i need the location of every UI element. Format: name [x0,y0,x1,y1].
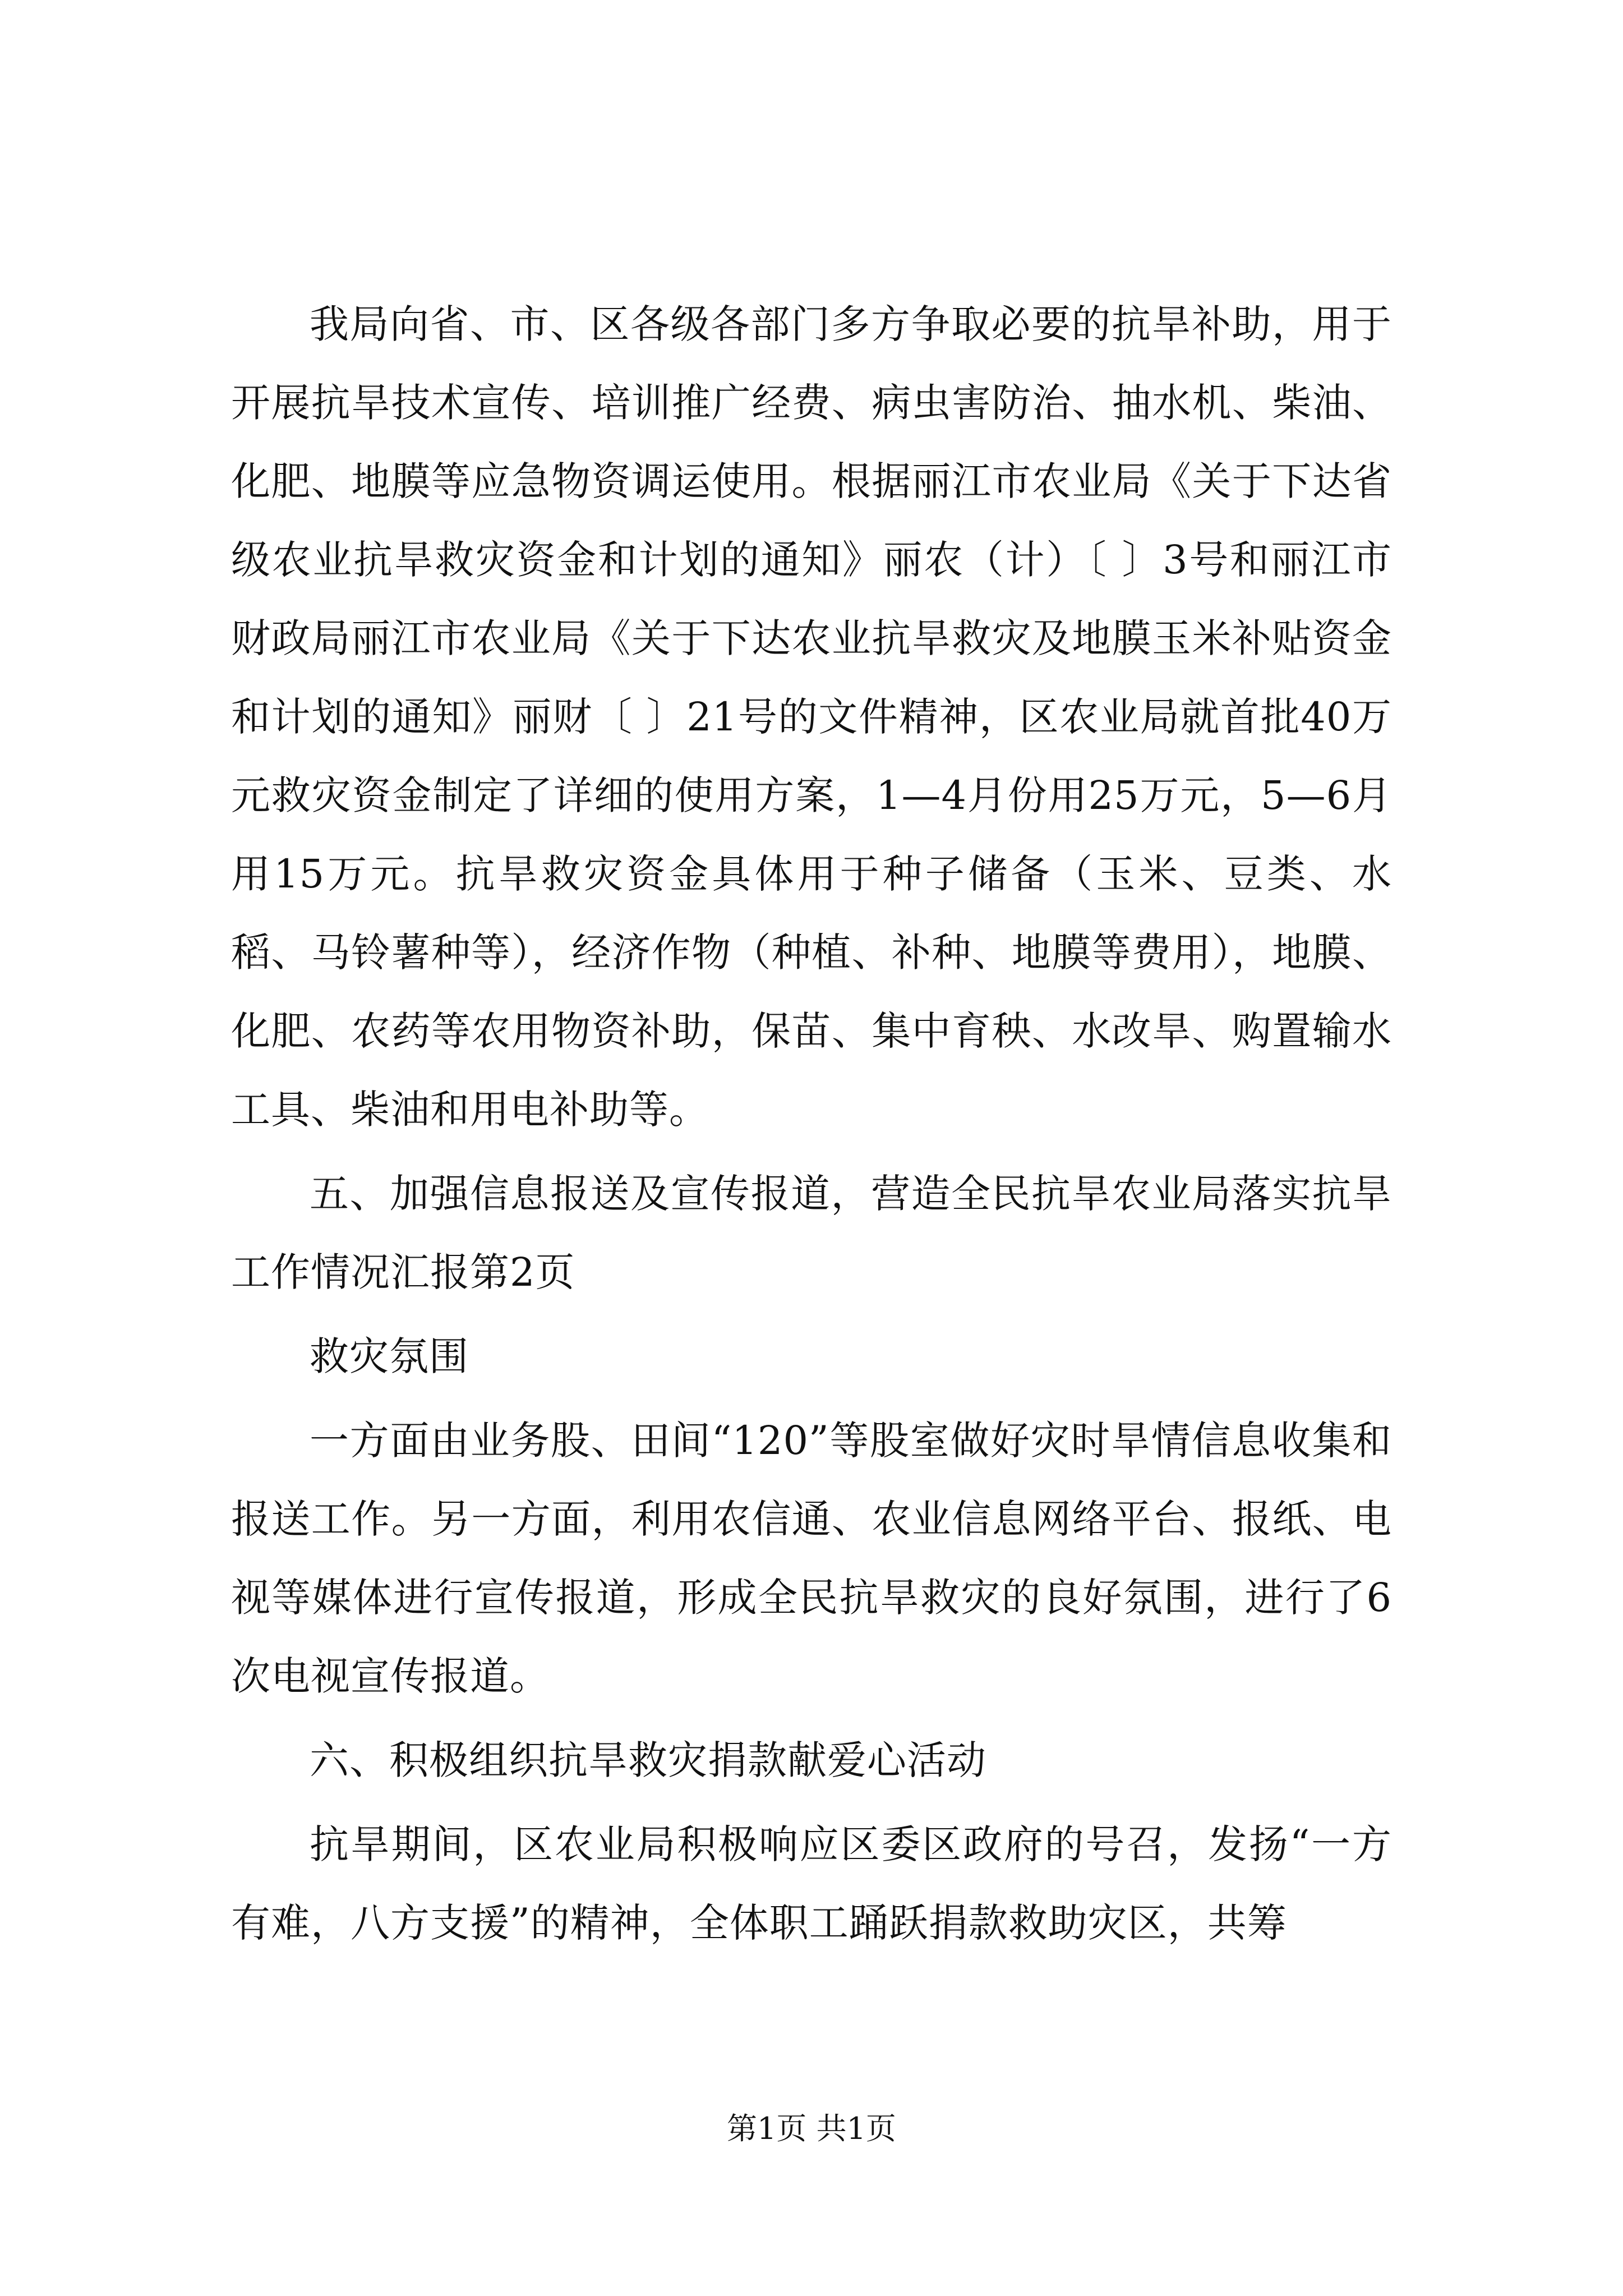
section-heading-five: 五、加强信息报送及宣传报道，营造全民抗旱农业局落实抗旱工作情况汇报第2页 [231,1171,1392,1295]
document-body [231,285,1392,1962]
paragraph-relief-funds: 我局向省、市、区各级各部门多方争取必要的抗旱补助，用于开展抗旱技术宣传、培训推广经费、病虫害防治、抽水机、柴油、化肥、地膜等应急物资调运使用。根据丽江市农业局《关于下达省级农业抗旱救灾资金和计划的通知》丽农（计）〔 〕3号和丽江市财政局丽江市农业局《关于下达农业抗旱救灾及地膜玉米补贴资金和计划的通知》丽财〔 〕21号的文件精神，区农业局就首批40万元救灾资金制定了详细的使用方案，1—4月份用25万元，5—6月用15万元。抗旱救灾资金具体用于种子储备（玉米、豆类、水稻、马铃薯种等），经济作物（种植、补种、地膜等费用），地膜、化肥、农药等农用物资补助，保苗、集中育秧、水改旱、购置输水工具、柴油和用电补助等。 [231,301,1392,1133]
paragraph-donation: 抗旱期间，区农业局积极响应区委区政府的号召，发扬“一方有难，八方支援”的精神，全体职工踊跃捐款救助灾区，共筹 [231,1821,1392,1946]
paragraph-information-reporting: 一方面由业务股、田间“120”等股室做好灾时旱情信息收集和报送工作。另一方面，利用农信通、农业信息网络平台、报纸、电视等媒体进行宣传报道，形成全民抗旱救灾的良好氛围，进行了6次电视宣传报道。 [231,1418,1392,1699]
section-heading-six: 六、积极组织抗旱救灾捐款献爱心活动 [310,1737,986,1783]
paragraph-atmosphere: 救灾氛围 [310,1333,469,1379]
page-footer: 第1页 共1页 [727,2111,896,2146]
